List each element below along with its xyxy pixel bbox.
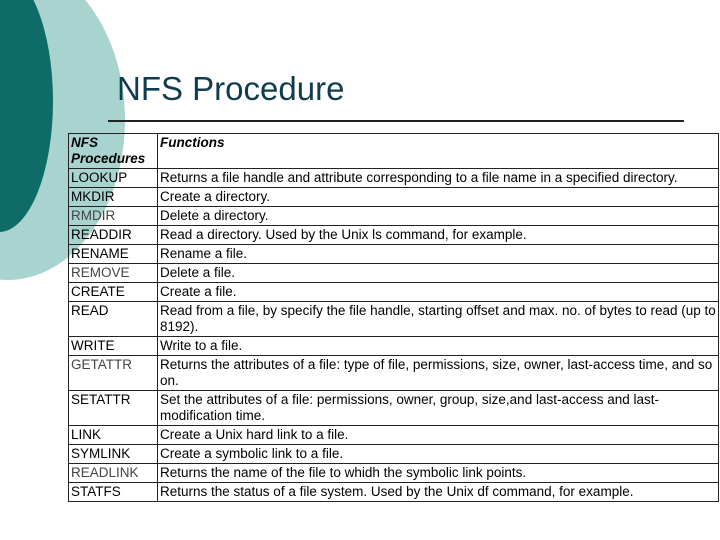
table-row xyxy=(69,188,719,207)
procedure-name: LOOKUP xyxy=(69,169,158,188)
procedure-name: REMOVE xyxy=(69,264,158,283)
procedure-name: RMDIR xyxy=(69,207,158,226)
table-header-row xyxy=(69,134,719,169)
table-row xyxy=(69,264,719,283)
procedure-function: Returns the name of the file to whidh the symbolic link points. xyxy=(158,464,719,483)
procedure-name: READLINK xyxy=(69,464,158,483)
procedure-function: Write to a file. xyxy=(158,337,719,356)
table-row xyxy=(69,302,719,337)
procedure-name: READDIR xyxy=(69,226,158,245)
header-procedures: NFS Procedures xyxy=(69,134,158,169)
table-row xyxy=(69,426,719,445)
procedure-name: SYMLINK xyxy=(69,445,158,464)
procedure-function: Read from a file, by specify the file handle, starting offset and max. no. of bytes to read (up to 8192). xyxy=(158,302,719,337)
procedure-name: READ xyxy=(69,302,158,337)
procedure-function: Rename a file. xyxy=(158,245,719,264)
procedure-function: Returns the status of a file system. Used by the Unix df command, for example. xyxy=(158,483,719,502)
procedure-function: Returns a file handle and attribute corresponding to a file name in a specified directory. xyxy=(158,169,719,188)
procedure-function: Read a directory. Used by the Unix ls command, for example. xyxy=(158,226,719,245)
procedure-name: STATFS xyxy=(69,483,158,502)
table-row xyxy=(69,226,719,245)
procedure-function: Create a directory. xyxy=(158,188,719,207)
procedure-name: LINK xyxy=(69,426,158,445)
procedure-function: Create a file. xyxy=(158,283,719,302)
table-row xyxy=(69,464,719,483)
table-row xyxy=(69,337,719,356)
table-row xyxy=(69,445,719,464)
nfs-procedures-table xyxy=(68,133,719,502)
procedure-name: RENAME xyxy=(69,245,158,264)
table-row xyxy=(69,207,719,226)
table-row xyxy=(69,283,719,302)
procedure-function: Create a symbolic link to a file. xyxy=(158,445,719,464)
procedure-function: Create a Unix hard link to a file. xyxy=(158,426,719,445)
header-functions: Functions xyxy=(158,134,719,169)
slide-title: NFS Procedure xyxy=(117,70,345,107)
title-underline xyxy=(108,120,684,122)
procedure-function: Set the attributes of a file: permissions, owner, group, size,and last-access and last-modification time. xyxy=(158,391,719,426)
table-row xyxy=(69,391,719,426)
procedure-name: MKDIR xyxy=(69,188,158,207)
procedure-name: WRITE xyxy=(69,337,158,356)
procedure-function: Delete a file. xyxy=(158,264,719,283)
procedure-name: CREATE xyxy=(69,283,158,302)
table-row xyxy=(69,483,719,502)
procedure-name: SETATTR xyxy=(69,391,158,426)
procedure-name: GETATTR xyxy=(69,356,158,391)
procedure-function: Delete a directory. xyxy=(158,207,719,226)
procedure-function: Returns the attributes of a file: type of file, permissions, size, owner, last-access time, and so on. xyxy=(158,356,719,391)
table-row xyxy=(69,356,719,391)
table-row xyxy=(69,169,719,188)
table-row xyxy=(69,245,719,264)
